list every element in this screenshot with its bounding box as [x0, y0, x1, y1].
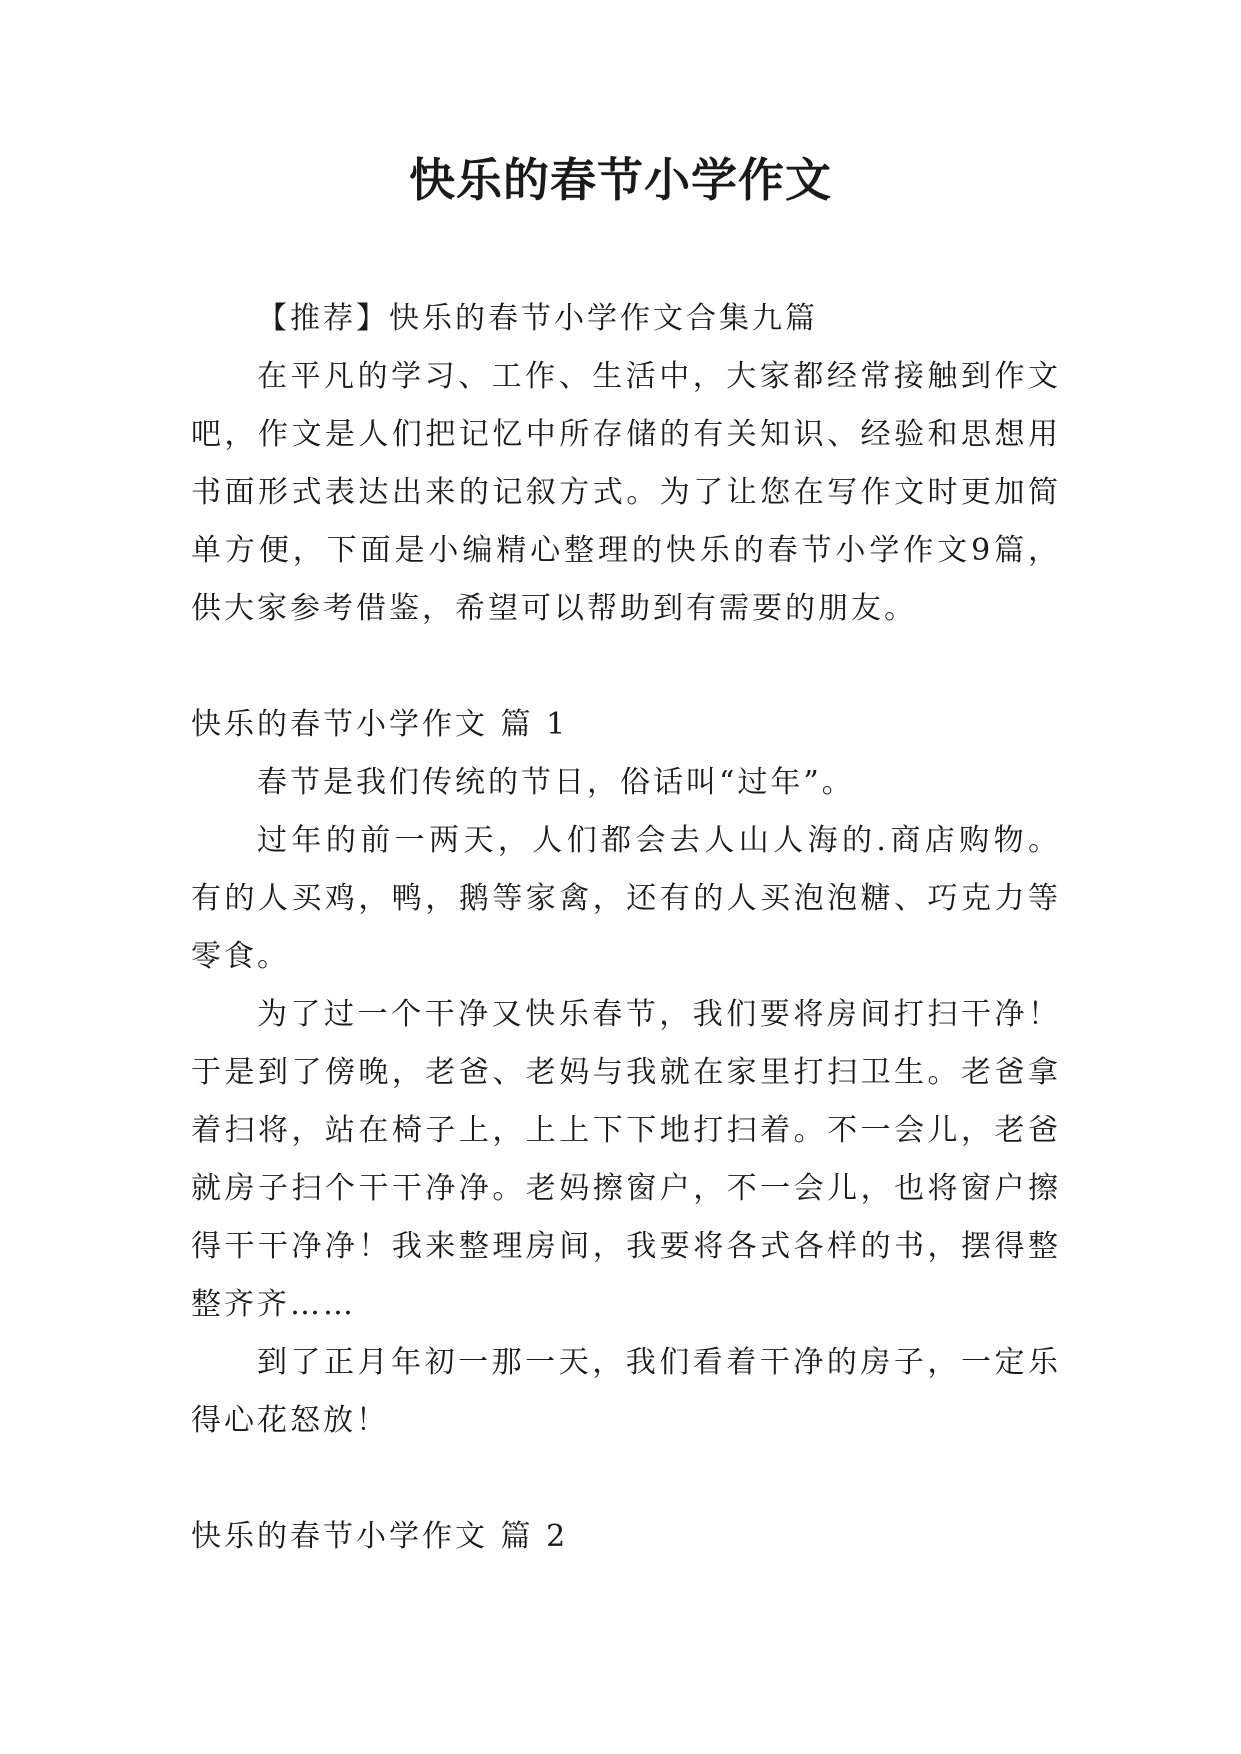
section-1-paragraph-4: 到了正月年初一那一天，我们看着干净的房子，一定乐得心花怒放！ — [191, 1345, 1061, 1438]
section-spacer — [191, 1450, 1061, 1508]
document-body — [191, 290, 1061, 1566]
section-spacer — [191, 638, 1061, 696]
section-1-paragraph-2: 过年的前一两天，人们都会去人山人海的.商店购物。有的人买鸡，鸭，鹅等家禽，还有的人买泡泡糖、巧克力等零食。 — [191, 823, 1061, 974]
section-heading-1: 快乐的春节小学作文 篇 1 — [191, 707, 569, 742]
intro-paragraph: 在平凡的学习、工作、生活中，大家都经常接触到作文吧，作文是人们把记忆中所存储的有关知识、经验和思想用书面形式表达出来的记叙方式。为了让您在写作文时更加简单方便，下面是小编精心整理的快乐的春节小学作文9篇，供大家参考借鉴，希望可以帮助到有需要的朋友。 — [191, 359, 1061, 626]
section-heading-2: 快乐的春节小学作文 篇 2 — [191, 1519, 569, 1554]
section-1-paragraph-1: 春节是我们传统的节日，俗话叫“过年”。 — [257, 765, 855, 800]
document-title: 快乐的春节小学作文 — [409, 153, 832, 207]
recommend-line: 【推荐】快乐的春节小学作文合集九篇 — [257, 301, 818, 336]
section-1-paragraph-3: 为了过一个干净又快乐春节，我们要将房间打扫干净！于是到了傍晚，老爸、老妈与我就在家里打扫卫生。老爸拿着扫将，站在椅子上，上上下下地打扫着。不一会儿，老爸就房子扫个干干净净。老妈擦窗户，不一会儿，也将窗户擦得干干净净！我来整理房间，我要将各式各样的书，摆得整整齐齐…… — [191, 997, 1061, 1322]
